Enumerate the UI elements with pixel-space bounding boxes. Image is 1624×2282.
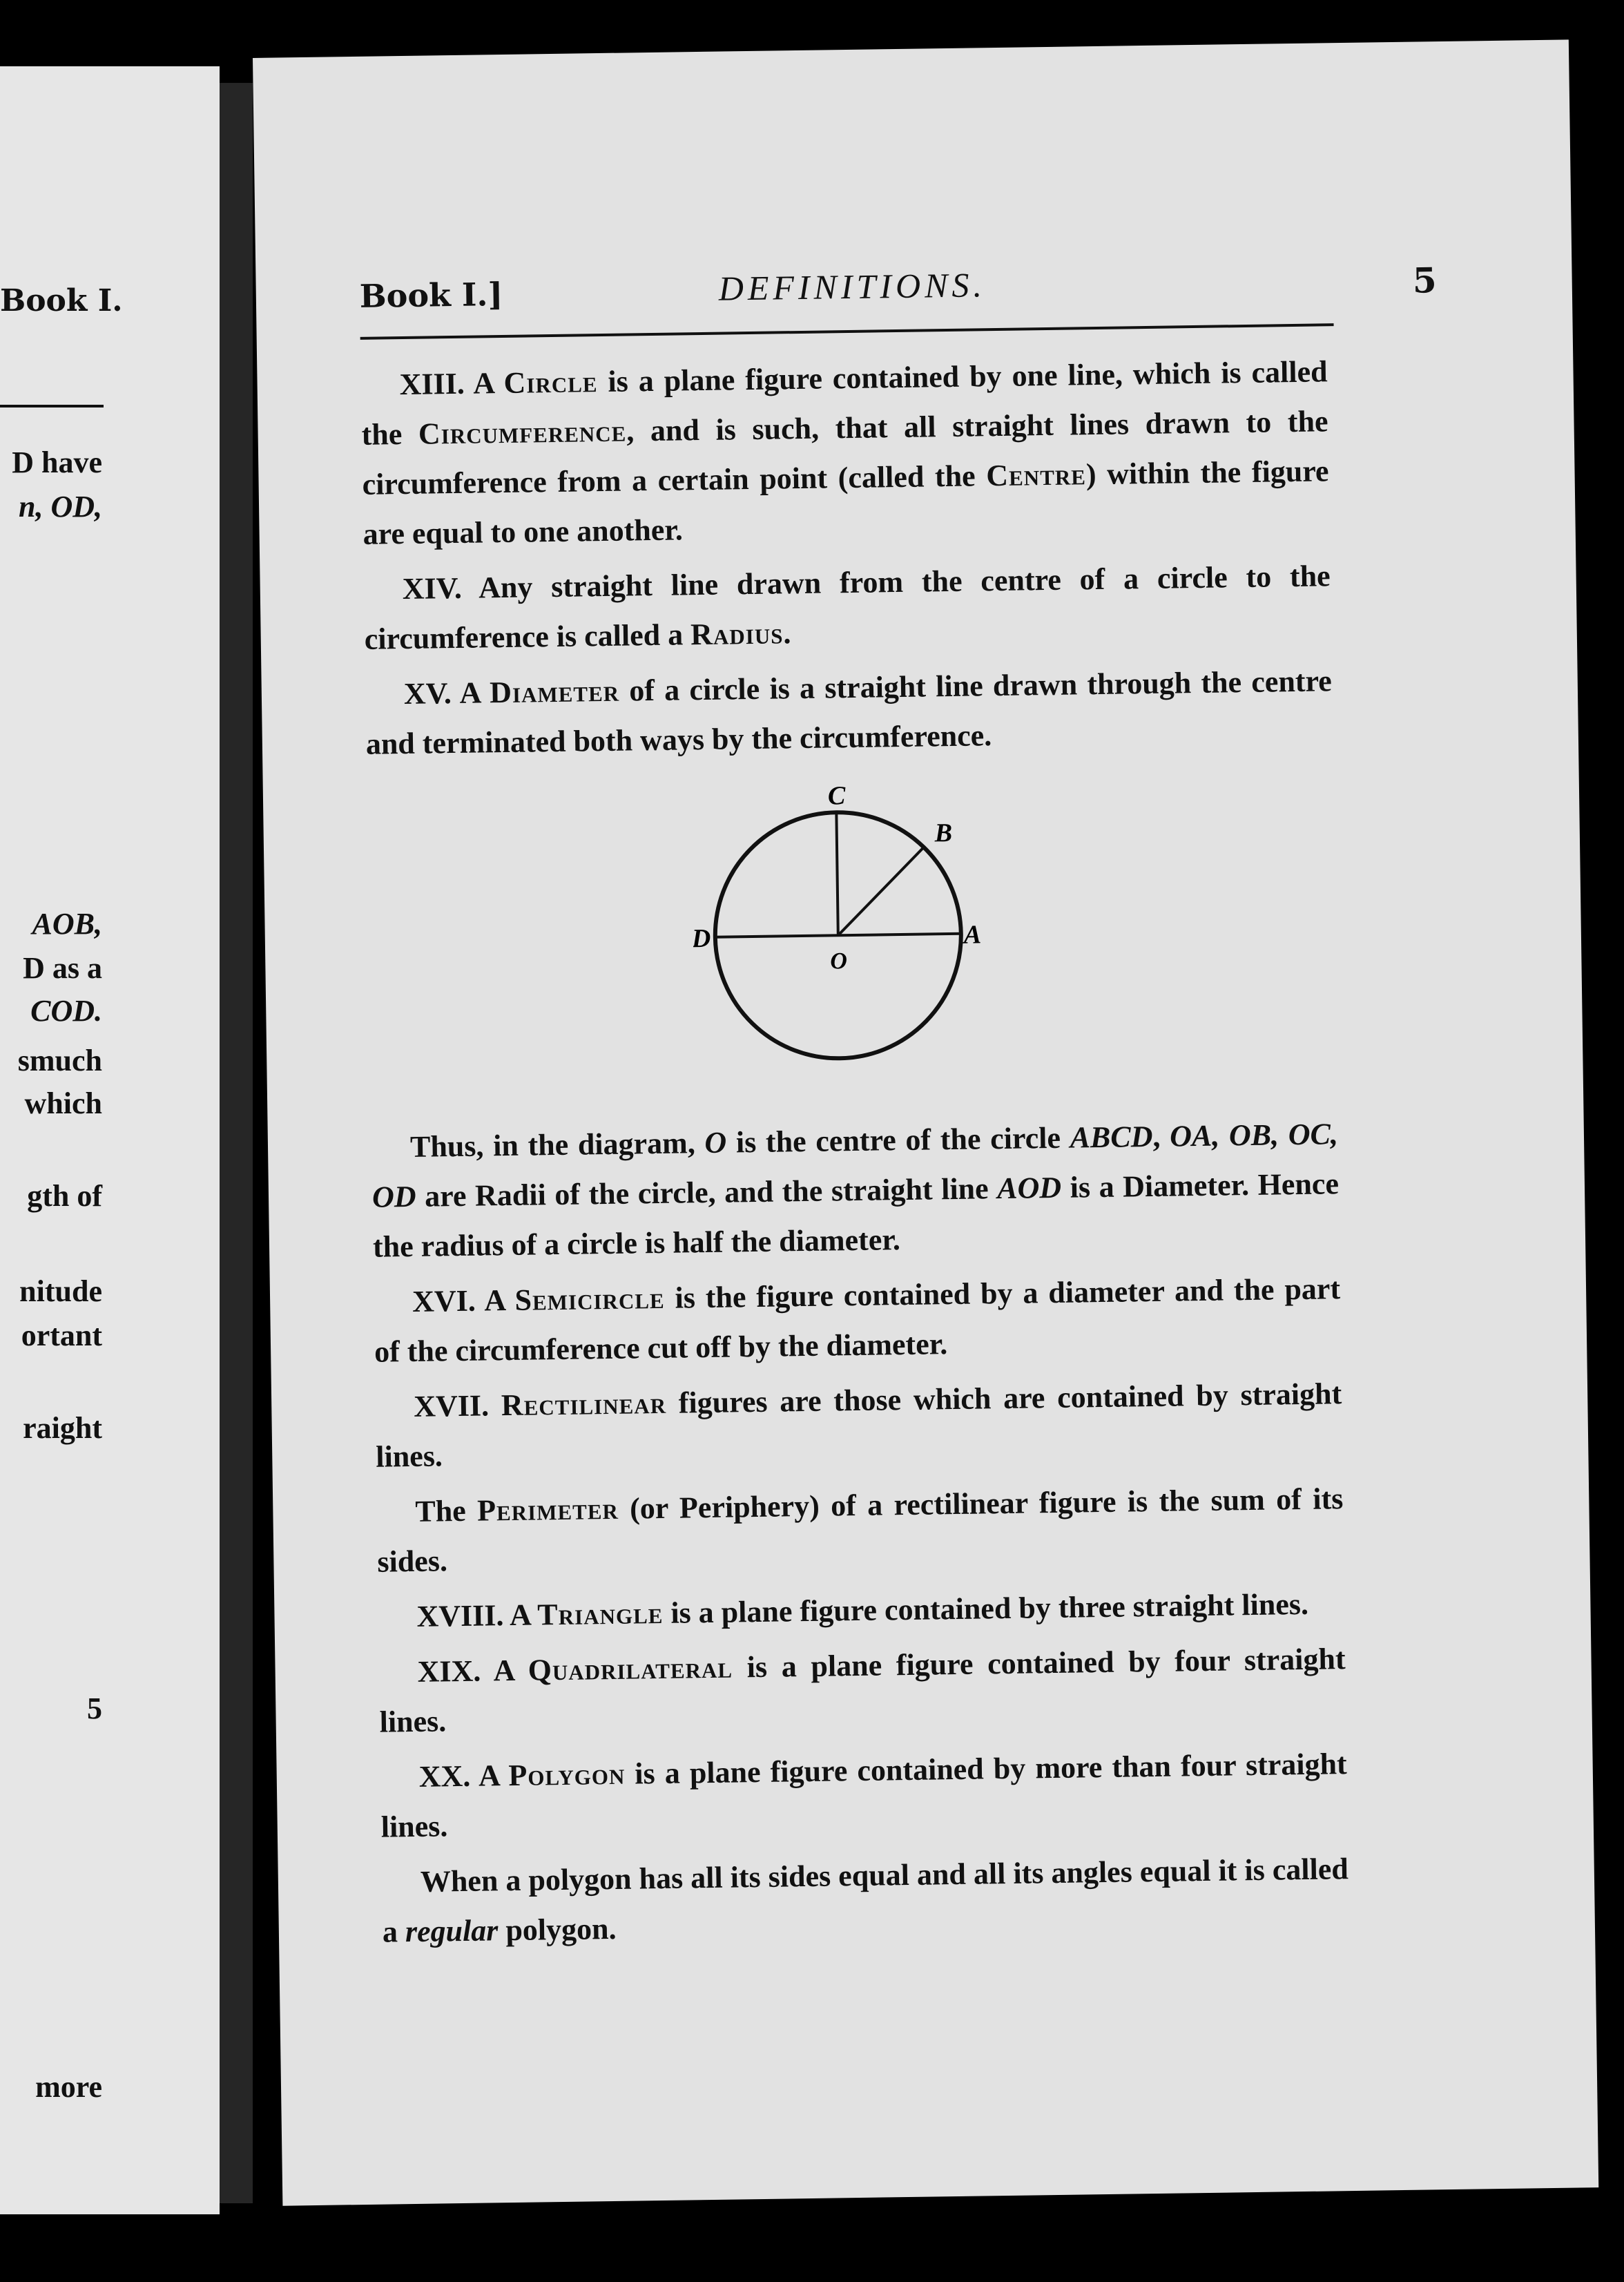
perimeter-note: The Perimeter (or Periphery) of a rectilinear figure is the sum of its sides. [377,1482,1344,1579]
running-header [359,262,1464,340]
left-page-fragment: D as a [23,951,102,985]
label-d: D [691,923,711,954]
definition-xvii: XVII. Rectilinear figures are those which are contained by straight lines. [375,1377,1342,1474]
left-page-fragment: 5 [87,1691,102,1725]
term-circumference: Circumference [418,414,627,451]
left-page-fragment: gth of [27,1179,102,1213]
term-circle: Circle [503,365,598,400]
term-rectilinear: Rectilinear [501,1386,667,1423]
definition-xviii: XVIII. A Triangle is a plane figure contained by three straight lines. [416,1586,1309,1633]
left-page [0,66,220,2214]
term-diameter: Diameter [489,673,620,710]
term-radius: Radius [690,616,784,652]
page-title: DEFINITIONS. [718,265,987,308]
right-page [253,39,1598,2205]
page-number: 5 [1412,260,1438,301]
left-page-fragment: D have [12,445,102,479]
definition-xiii: XIII. A Circle is a plane figure contained by one line, which is called the Circumference, and is such, that all straight lines drawn to the circumference from a certain point (called the Centre) within the figure are equal to one another. [361,354,1329,551]
left-page-header: Book I. [0,283,123,318]
circle-diagram [367,763,1338,1108]
diagram-explanation: Thus, in the diagram, O is the centre of the circle ABCD, OA, OB, OC, OD are Radii of the circle, and the straight line AOD is a Diameter. Hence the radius of a circle is half the diameter. [371,1117,1340,1264]
circle-diagram-svg [690,767,1013,1103]
label-o: O [830,948,848,975]
definitions-text [360,347,1349,1962]
radius-line-oc [836,812,838,935]
term-centre: Centre [985,457,1087,493]
left-page-fragment: COD. [30,994,102,1028]
left-page-fragment: raight [23,1411,102,1445]
definition-xvi: XVI. A Semicircle is the figure contained by a diameter and the part of the circumference cut off by the diameter. [374,1272,1341,1369]
book-spine [220,83,253,2203]
label-a: A [963,920,982,950]
regular-polygon-note: When a polygon has all its sides equal and all its angles equal it is called a regular polygon. [382,1852,1349,1949]
term-quadrilateral: Quadrilateral [528,1650,733,1687]
definition-xv: XV. A Diameter of a circle is a straight line drawn through the centre and terminated both ways by the circumference. [365,664,1333,761]
left-page-fragment: which [24,1086,102,1120]
left-page-fragment: smuch [17,1044,102,1077]
left-page-rule [0,405,104,408]
left-page-fragment: AOB, [32,907,102,941]
book-label: Book I.] [359,275,503,315]
left-page-fragment: more [35,2070,102,2104]
left-page-fragment: n, OD, [18,490,102,524]
term-perimeter: Perimeter [476,1491,619,1528]
label-c: C [827,781,846,811]
label-b: B [934,818,953,848]
term-regular: regular [405,1913,499,1949]
left-page-fragment: ortant [21,1319,102,1352]
term-semicircle: Semicircle [514,1281,665,1317]
definition-xx: XX. A Polygon is a plane figure contained by more than four straight lines. [380,1747,1347,1844]
term-triangle: Triangle [537,1595,664,1632]
definition-xiv: XIV. Any straight line drawn from the centre of a circle to the circumference is called a Radius. [364,559,1331,656]
definition-xix: XIX. A Quadrilateral is a plane figure contained by four straight lines. [379,1642,1346,1739]
radius-line-ob [837,847,925,936]
left-page-fragment: nitude [19,1274,102,1308]
term-polygon: Polygon [508,1756,626,1793]
